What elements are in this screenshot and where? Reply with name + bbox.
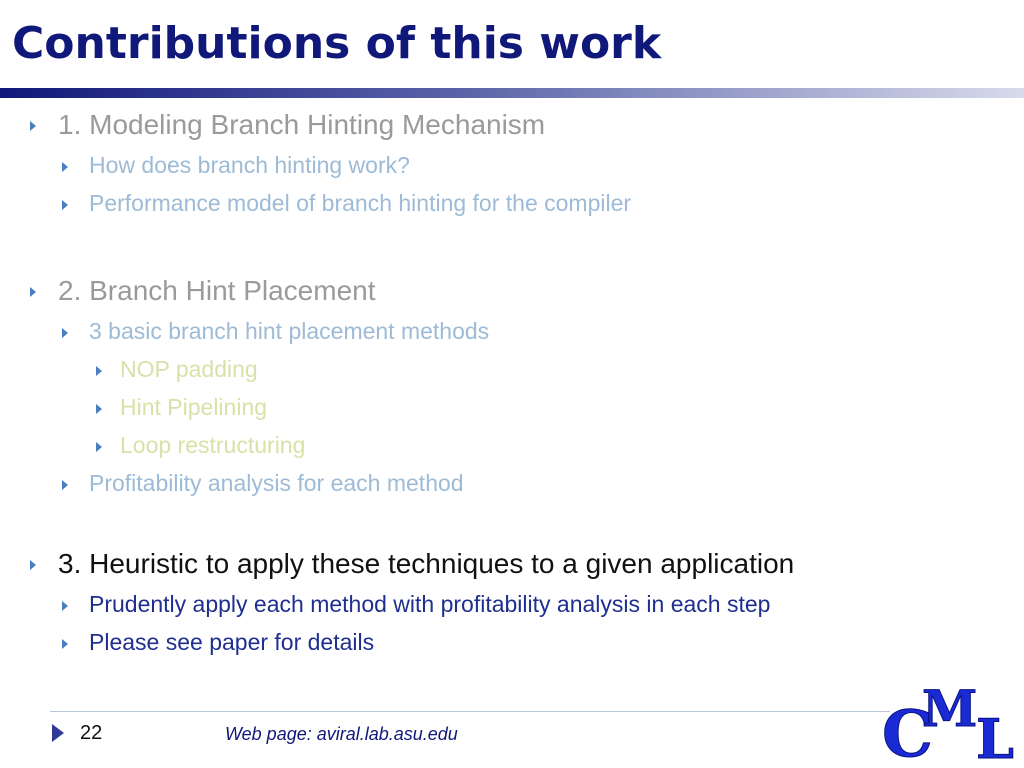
section-1-heading: 1. Modeling Branch Hinting Mechanism [58,109,546,140]
svg-text:C: C [882,697,933,764]
bullet-arrow-icon [96,442,102,452]
svg-text:L: L [976,707,1014,764]
bullet-arrow-icon [62,200,68,210]
bullet-arrow-icon [30,121,36,131]
bullet-arrow-icon [96,404,102,414]
cml-logo [880,676,1020,764]
bullet-arrow-icon [62,328,68,338]
section-3-heading: 3. Heuristic to apply these techniques to a given application [58,548,795,579]
section-1-item: Performance model of branch hinting for the compiler [89,190,632,216]
bullet-arrow-icon [62,601,68,611]
bullet-arrow-icon [30,287,36,297]
section-2-item: Profitability analysis for each method [89,470,464,496]
section-3-item: Prudently apply each method with profitability analysis in each step [89,591,771,617]
slide-title: Contributions of this work [12,18,662,69]
page-number: 22 [80,722,103,744]
footer-arrow-icon [52,724,64,742]
bullet-arrow-icon [62,162,68,172]
bullet-arrow-icon [96,366,102,376]
section-2-heading: 2. Branch Hint Placement [58,275,376,306]
section-2-subitem: Loop restructuring [120,432,306,458]
bullet-arrow-icon [62,480,68,490]
section-2-item: 3 basic branch hint placement methods [89,318,490,344]
section-3-item: Please see paper for details [89,629,375,655]
section-1-item: How does branch hinting work? [89,152,410,178]
svg-text:M: M [922,679,978,738]
bullet-arrow-icon [62,639,68,649]
bullet-arrow-icon [30,560,36,570]
section-2-subitem: NOP padding [120,356,258,382]
web-page-link[interactable]: Web page: aviral.lab.asu.edu [225,724,458,744]
section-2-subitem: Hint Pipelining [120,394,268,420]
footer-divider [50,711,890,712]
